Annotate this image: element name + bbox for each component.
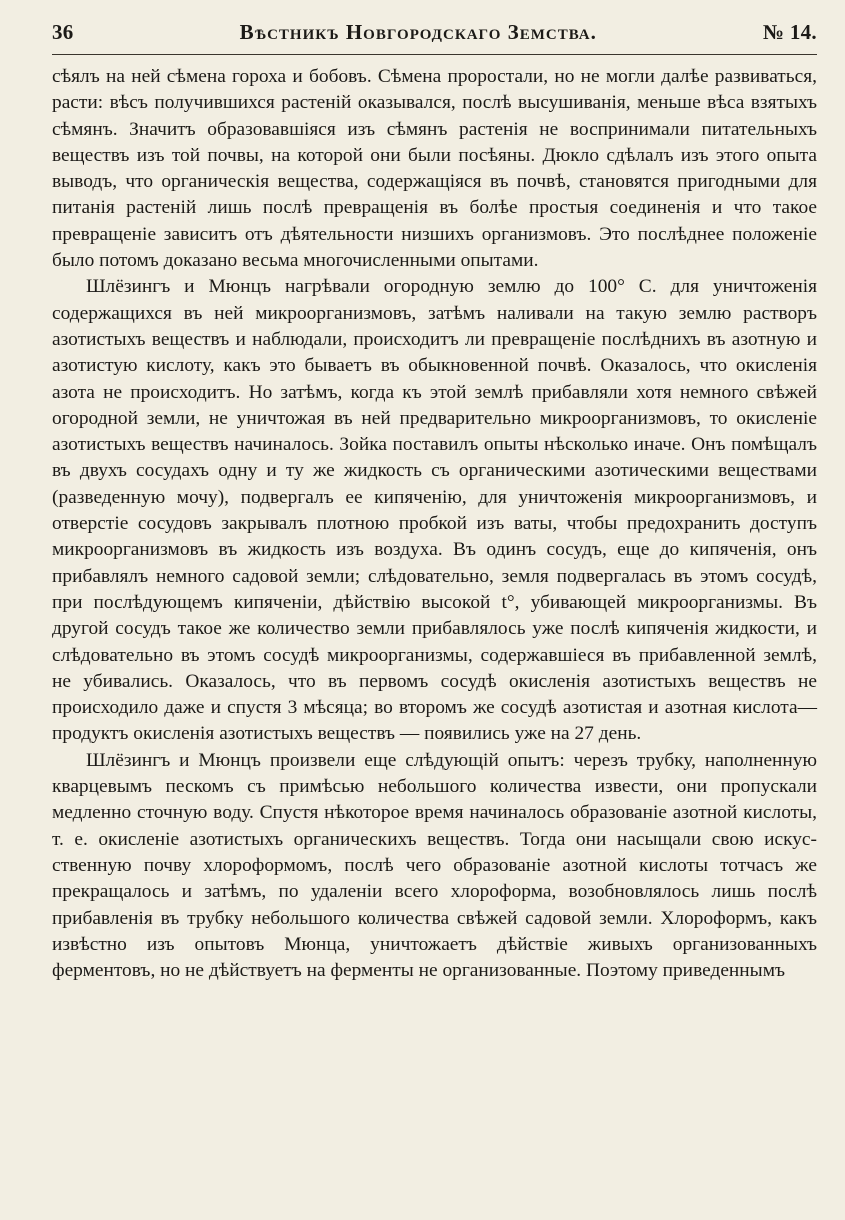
running-header bbox=[52, 20, 817, 55]
paragraph-3: Шлёзингъ и Мюнцъ произвели еще слѣдующій опытъ: черезъ трубку, наполненную кварцевымъ пескомъ съ примѣсью небольшого количества извести, они пропускали медленно сточную воду. Спустя нѣкоторое время начиналось образованіе азотной кислоты, т. е. окисленіе азотистыхъ органическихъ веществъ. Тогда они насыщали свою искусственную почву хлороформомъ, послѣ чего образованіе азотной кислоты тотчасъ же прекращалось и затѣмъ, по удаленіи всего хлороформа, возобновлялось лишь послѣ прибавленія въ трубку небольшого количества свѣжей садовой земли. Хлороформъ, какъ извѣстно изъ опытовъ Мюнца, уничтожаетъ дѣйствіе живыхъ организованныхъ ферментовъ, но не дѣйствуетъ на ферменты не организованные. Поэтому приведеннымъ bbox=[52, 749, 817, 982]
paragraph-1: сѣялъ на ней сѣмена гороха и бобовъ. Сѣмена проростали, но не могли далѣе развиваться, расти: вѣсъ получившихся растеній оказывался, послѣ высушиванія, меньше вѣса взятыхъ сѣмянъ. Значитъ образовавшіяся изъ сѣмянъ растенія не воспринимали питательныхъ веществъ изъ той почвы, на которой они были посѣяны. Дюкло сдѣлалъ изъ этого опыта выводъ, что органическія вещества, содержащіяся въ почвѣ, становятся пригодными для питанія растеній лишь послѣ превращенія въ болѣе простыя соединенія и что такое превращеніе зависитъ отъ дѣятельности низшихъ организмовъ. Это послѣднее положеніе было потомъ доказано весьма многочисленными опытами. bbox=[52, 66, 817, 272]
paragraph-2: Шлёзингъ и Мюнцъ нагрѣвали огородную землю до 100° С. для уничтоженія содержащихся въ ней микроорганизмовъ, затѣмъ наливали на такую землю растворъ азотистыхъ веществъ и наблюдали, происходитъ ли превращеніе послѣднихъ въ азотную и азотистую кислоту, какъ это бываетъ въ обыкновенной почвѣ. Оказалось, что окисленія азота не происходитъ. Но затѣмъ, когда къ этой землѣ прибавляли хотя немного свѣжей огородной земли, не уничтожая въ ней предварительно микроорганизмовъ, то окисленіе азотистыхъ веществъ начиналось. Зойка поставилъ опыты нѣсколько иначе. Онъ помѣщалъ въ двухъ сосудахъ одну и ту же жидкость съ органическими азотическими веществами (разведенную мочу), подвергалъ ее кипяченію, для уничтоженія микроорганизмовъ, и отверстіе сосудовъ закрывалъ плотною пробкой изъ ваты, чтобы предохранить доступъ микроорганизмовъ въ жидкость изъ воздуха. Въ одинъ сосудъ, еще до кипяченія, онъ прибавлялъ немного садовой земли; слѣдовательно, земля подвергалась въ этомъ сосудѣ, при послѣдующемъ кипяченіи, дѣйствію высокой t°, убивающей микроорганизмы. Въ другой сосудъ такое же количество земли прибавлялось уже послѣ кипяченія жидкости, и слѣдовательно въ этомъ сосудѣ микроорганизмы, содержавшіеся въ прибавленной землѣ, не убивались. Оказалось, что въ первомъ сосудѣ окисленія азотистыхъ веществъ не происходило даже и спустя 3 мѣсяца; во второмъ же сосудѣ азотистая и азотная кислота— продуктъ окисленія азотистыхъ веществъ — появились уже на 27 день. bbox=[52, 276, 817, 745]
page-number: 36 bbox=[52, 20, 74, 44]
article-body bbox=[52, 64, 817, 984]
journal-title: Вѣстникъ Новгородскаго Земства. bbox=[239, 20, 597, 44]
issue-number: № 14. bbox=[762, 20, 817, 44]
